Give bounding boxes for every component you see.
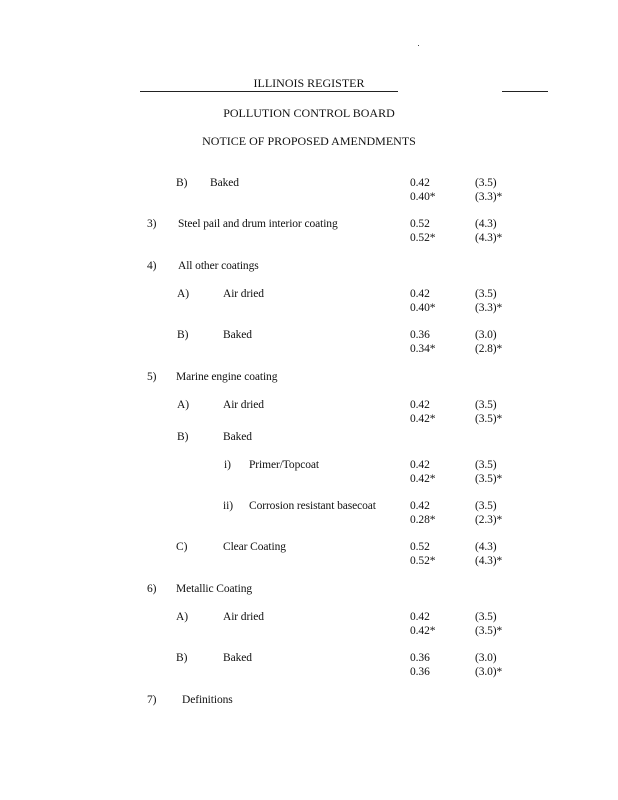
row-number: 6) (147, 583, 157, 595)
row-number: i) (224, 459, 231, 471)
row-label: Marine engine coating (176, 371, 278, 383)
voc-paren-value-amended: (2.3)* (475, 514, 503, 526)
voc-value: 0.36 (410, 652, 430, 664)
row-number: B) (176, 177, 188, 189)
voc-value: 0.42 (410, 288, 430, 300)
row-label: Definitions (182, 694, 233, 706)
voc-paren-value-amended: (4.3)* (475, 555, 503, 567)
voc-value: 0.36 (410, 329, 430, 341)
voc-value-amended: 0.34* (410, 343, 436, 355)
voc-value: 0.42 (410, 611, 430, 623)
voc-value: 0.42 (410, 500, 430, 512)
row-number: A) (176, 611, 188, 623)
voc-paren-value: (3.5) (475, 611, 497, 623)
row-number: B) (177, 329, 189, 341)
row-label: Corrosion resistant basecoat (249, 500, 376, 512)
register-title: ILLINOIS REGISTER (253, 76, 365, 90)
row-label: Baked (223, 329, 252, 341)
voc-paren-value-amended: (2.8)* (475, 343, 503, 355)
row-label: Primer/Topcoat (249, 459, 319, 471)
voc-paren-value-amended: (3.0)* (475, 666, 503, 678)
voc-value-amended: 0.28* (410, 514, 436, 526)
row-label: Baked (210, 177, 239, 189)
row-number: 7) (147, 694, 157, 706)
voc-value-amended: 0.42* (410, 413, 436, 425)
voc-value: 0.42 (410, 177, 430, 189)
voc-value: 0.52 (410, 218, 430, 230)
voc-paren-value: (3.5) (475, 459, 497, 471)
voc-value-amended: 0.52* (410, 232, 436, 244)
row-number: A) (177, 288, 189, 300)
row-label: All other coatings (178, 260, 259, 272)
voc-value: 0.52 (410, 541, 430, 553)
voc-value: 0.42 (410, 459, 430, 471)
voc-paren-value: (4.3) (475, 541, 497, 553)
header-rule-right (502, 91, 548, 92)
row-number: ii) (223, 500, 233, 512)
row-label: Baked (223, 431, 252, 443)
row-label: Air dried (223, 399, 264, 411)
board-title: POLLUTION CONTROL BOARD (223, 106, 395, 120)
notice-title: NOTICE OF PROPOSED AMENDMENTS (202, 134, 416, 148)
header-rule-left (140, 91, 398, 92)
row-number: B) (177, 431, 189, 443)
voc-paren-value-amended: (3.3)* (475, 302, 503, 314)
row-label: Air dried (223, 611, 264, 623)
row-label: Baked (223, 652, 252, 664)
row-number: A) (177, 399, 189, 411)
row-label: Metallic Coating (176, 583, 253, 595)
row-number: B) (176, 652, 188, 664)
voc-paren-value-amended: (3.5)* (475, 413, 503, 425)
voc-paren-value: (3.0) (475, 329, 497, 341)
row-number: C) (176, 541, 188, 553)
voc-paren-value: (3.5) (475, 399, 497, 411)
voc-paren-value: (4.3) (475, 218, 497, 230)
row-number: 3) (147, 218, 157, 230)
voc-paren-value: (3.5) (475, 288, 497, 300)
voc-paren-value-amended: (3.5)* (475, 473, 503, 485)
row-number: 4) (147, 260, 157, 272)
voc-value-amended: 0.36 (410, 666, 430, 678)
row-number: 5) (147, 371, 157, 383)
row-label: Clear Coating (223, 541, 286, 553)
voc-paren-value: (3.0) (475, 652, 497, 664)
voc-paren-value: (3.5) (475, 177, 497, 189)
voc-paren-value: (3.5) (475, 500, 497, 512)
row-label: Air dried (223, 288, 264, 300)
voc-value: 0.42 (410, 399, 430, 411)
scan-speck (418, 45, 419, 46)
voc-paren-value-amended: (3.5)* (475, 625, 503, 637)
voc-value-amended: 0.42* (410, 625, 436, 637)
voc-paren-value-amended: (4.3)* (475, 232, 503, 244)
voc-value-amended: 0.40* (410, 191, 436, 203)
voc-paren-value-amended: (3.3)* (475, 191, 503, 203)
voc-value-amended: 0.42* (410, 473, 436, 485)
row-label: Steel pail and drum interior coating (178, 218, 338, 230)
voc-value-amended: 0.52* (410, 555, 436, 567)
voc-value-amended: 0.40* (410, 302, 436, 314)
